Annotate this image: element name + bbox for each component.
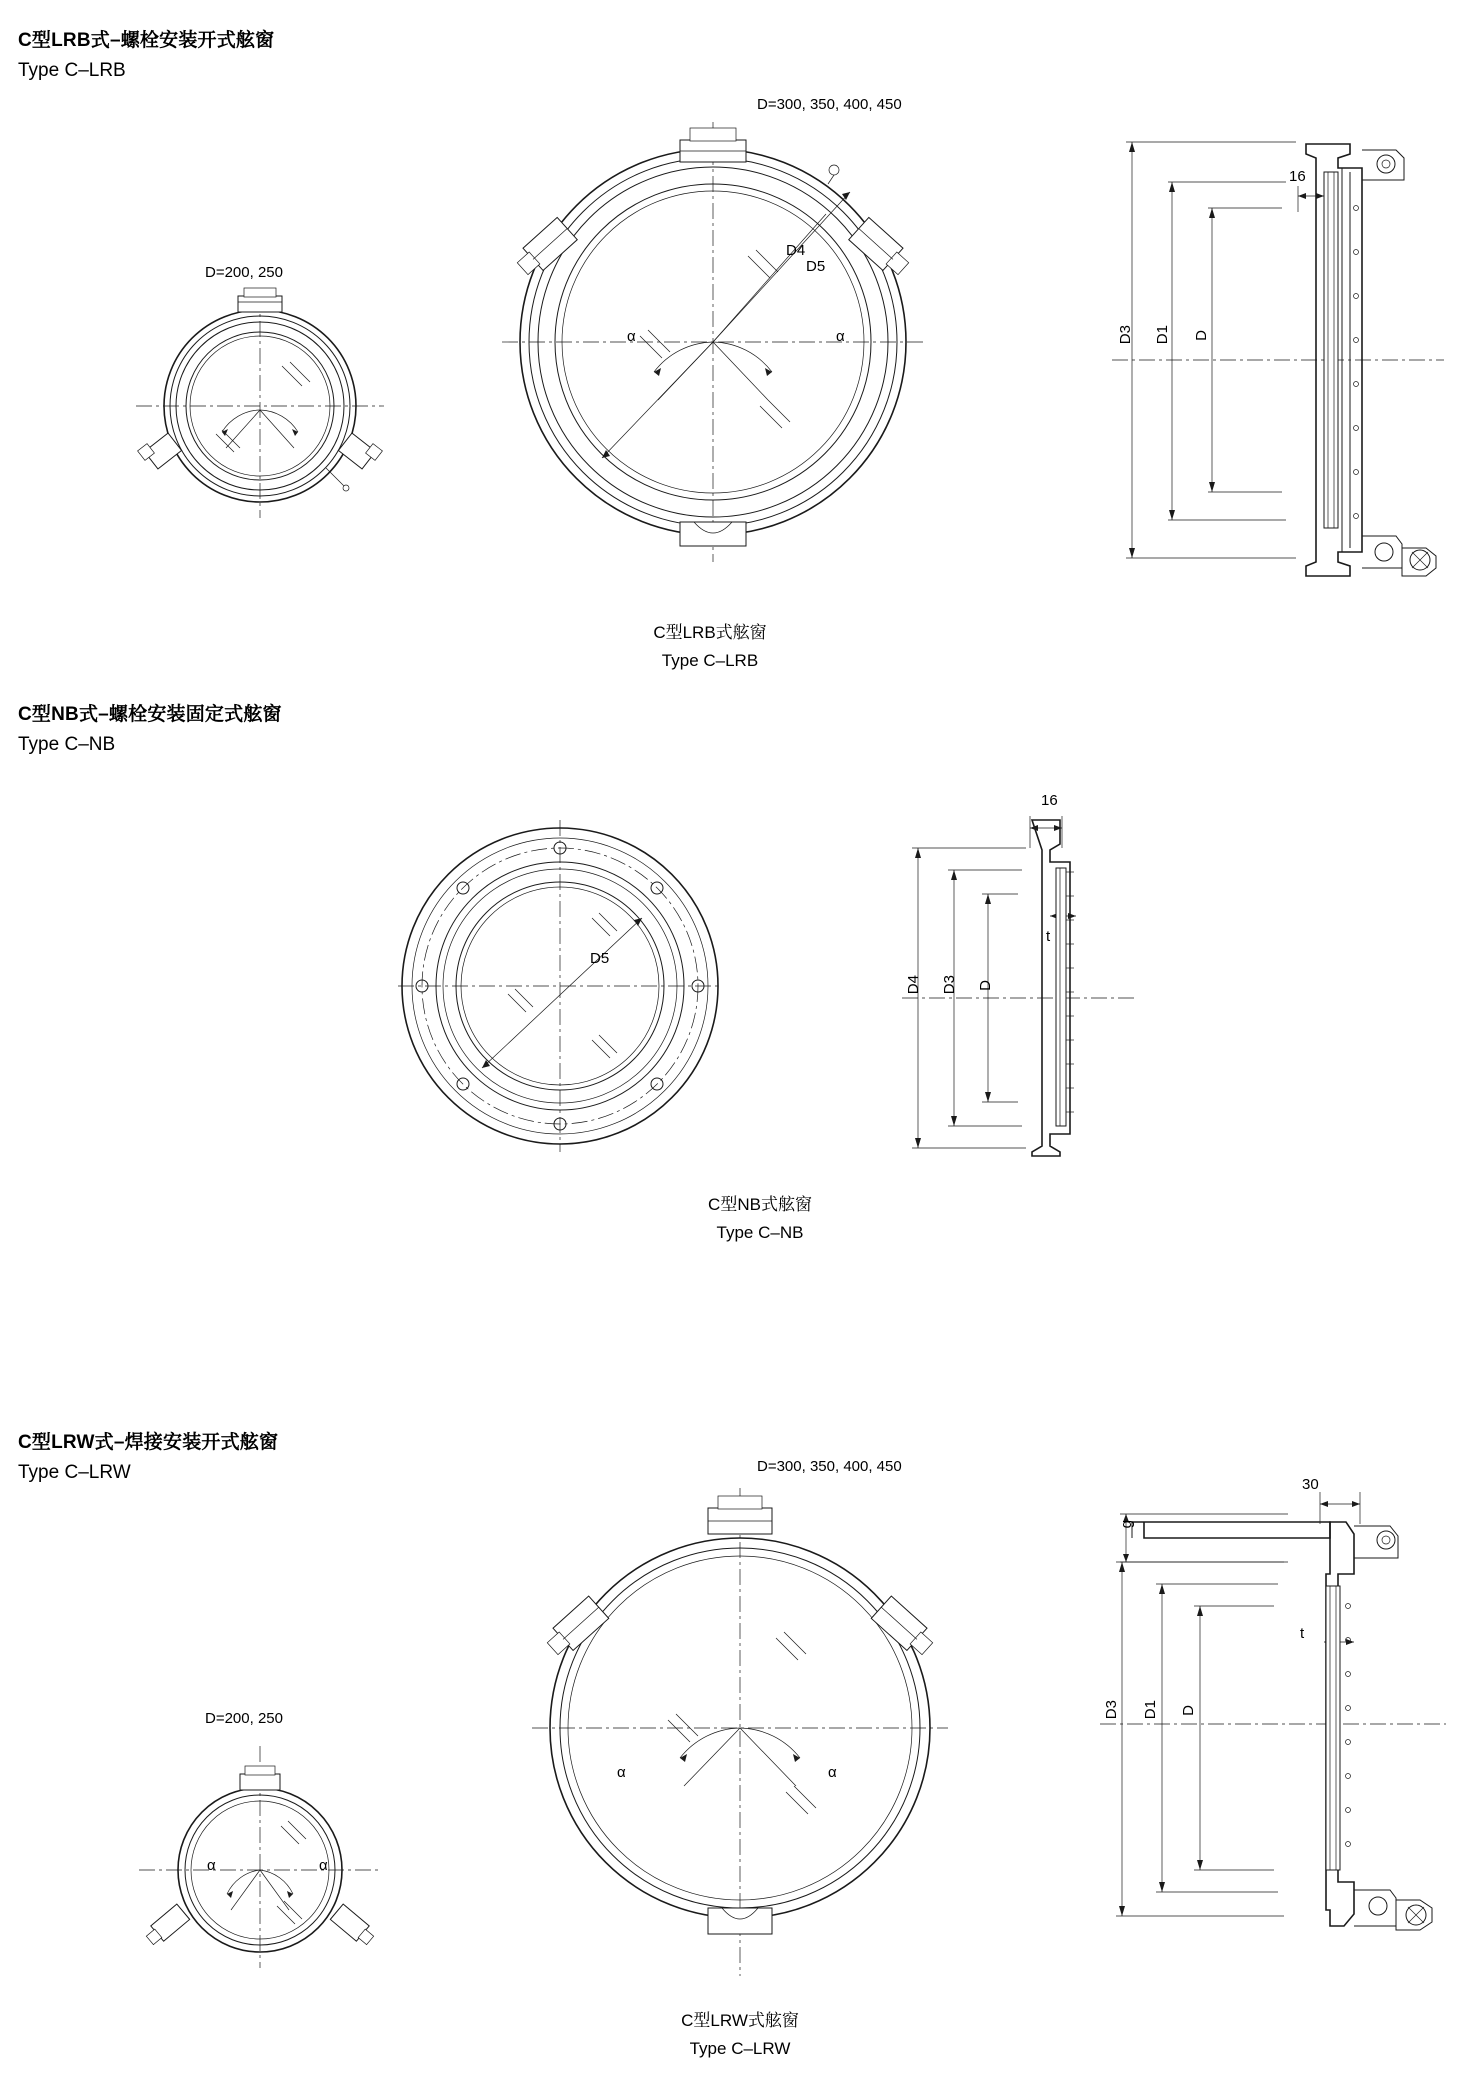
caption-lrw-cn: C型LRW式舷窗 bbox=[681, 2011, 799, 2030]
label-g-lrw: g bbox=[1118, 1520, 1135, 1529]
label-d-lrw: D bbox=[1180, 1705, 1197, 1716]
label-d200-250-lrb: D=200, 250 bbox=[205, 264, 283, 281]
label-d3-nb: D3 bbox=[941, 975, 958, 995]
label-d1-lrb: D1 bbox=[1154, 325, 1171, 345]
label-alpha-left-lrb: α bbox=[627, 328, 636, 345]
section-title-c-lrb: C型LRB式–螺栓安装开式舷窗 bbox=[18, 30, 275, 51]
caption-lrb-en: Type C–LRB bbox=[661, 651, 759, 670]
label-d-nb: D bbox=[977, 980, 994, 991]
section-title-c-lrw: C型LRW式–焊接安装开式舷窗 bbox=[18, 1432, 279, 1453]
label-d300-450-lrb: D=300, 350, 400, 450 bbox=[757, 96, 902, 113]
label-alpha-right-lrw: α bbox=[828, 1764, 837, 1781]
caption-lrw-en: Type C–LRW bbox=[689, 2039, 791, 2058]
drawing-lrb-large-front bbox=[498, 118, 928, 566]
drawing-lrb-small-front bbox=[130, 290, 390, 520]
drawing-nb-section bbox=[900, 800, 1140, 1160]
label-d5-lrb: D5 bbox=[806, 258, 826, 275]
label-alpha-right-lrw-small: α bbox=[319, 1857, 328, 1874]
drawing-lrw-small-front bbox=[135, 1740, 385, 1970]
drawing-lrb-section bbox=[1110, 128, 1446, 578]
label-d1-lrw: D1 bbox=[1142, 1700, 1159, 1720]
drawing-nb-front bbox=[396, 818, 724, 1154]
label-d5-nb: D5 bbox=[590, 950, 610, 967]
drawing-lrw-large-front bbox=[530, 1480, 950, 1980]
label-t-lrw: t bbox=[1300, 1625, 1305, 1642]
section-subtitle-c-lrw: Type C–LRW bbox=[18, 1462, 131, 1483]
caption-nb-cn: C型NB式舷窗 bbox=[708, 1195, 812, 1214]
label-30-lrw: 30 bbox=[1302, 1476, 1319, 1493]
label-alpha-left-lrw-small: α bbox=[207, 1857, 216, 1874]
label-d300-450-lrw: D=300, 350, 400, 450 bbox=[757, 1458, 902, 1475]
section-subtitle-c-lrb: Type C–LRB bbox=[18, 60, 126, 81]
label-d3-lrb: D3 bbox=[1117, 325, 1134, 345]
label-d4-nb: D4 bbox=[905, 975, 922, 995]
label-alpha-left-lrw: α bbox=[617, 1764, 626, 1781]
section-title-c-nb: C型NB式–螺栓安装固定式舷窗 bbox=[18, 704, 282, 725]
section-subtitle-c-nb: Type C–NB bbox=[18, 734, 116, 755]
label-alpha-right-lrb: α bbox=[836, 328, 845, 345]
caption-nb-en: Type C–NB bbox=[716, 1223, 804, 1242]
label-d4-lrb: D4 bbox=[786, 242, 806, 259]
label-d-lrb: D bbox=[1193, 330, 1210, 341]
label-16-nb: 16 bbox=[1041, 792, 1058, 809]
label-d200-250-lrw: D=200, 250 bbox=[205, 1710, 283, 1727]
label-16-lrb: 16 bbox=[1289, 168, 1306, 185]
caption-lrb-cn: C型LRB式舷窗 bbox=[653, 623, 767, 642]
label-t-nb: t bbox=[1046, 928, 1051, 945]
label-d3-lrw: D3 bbox=[1103, 1700, 1120, 1720]
